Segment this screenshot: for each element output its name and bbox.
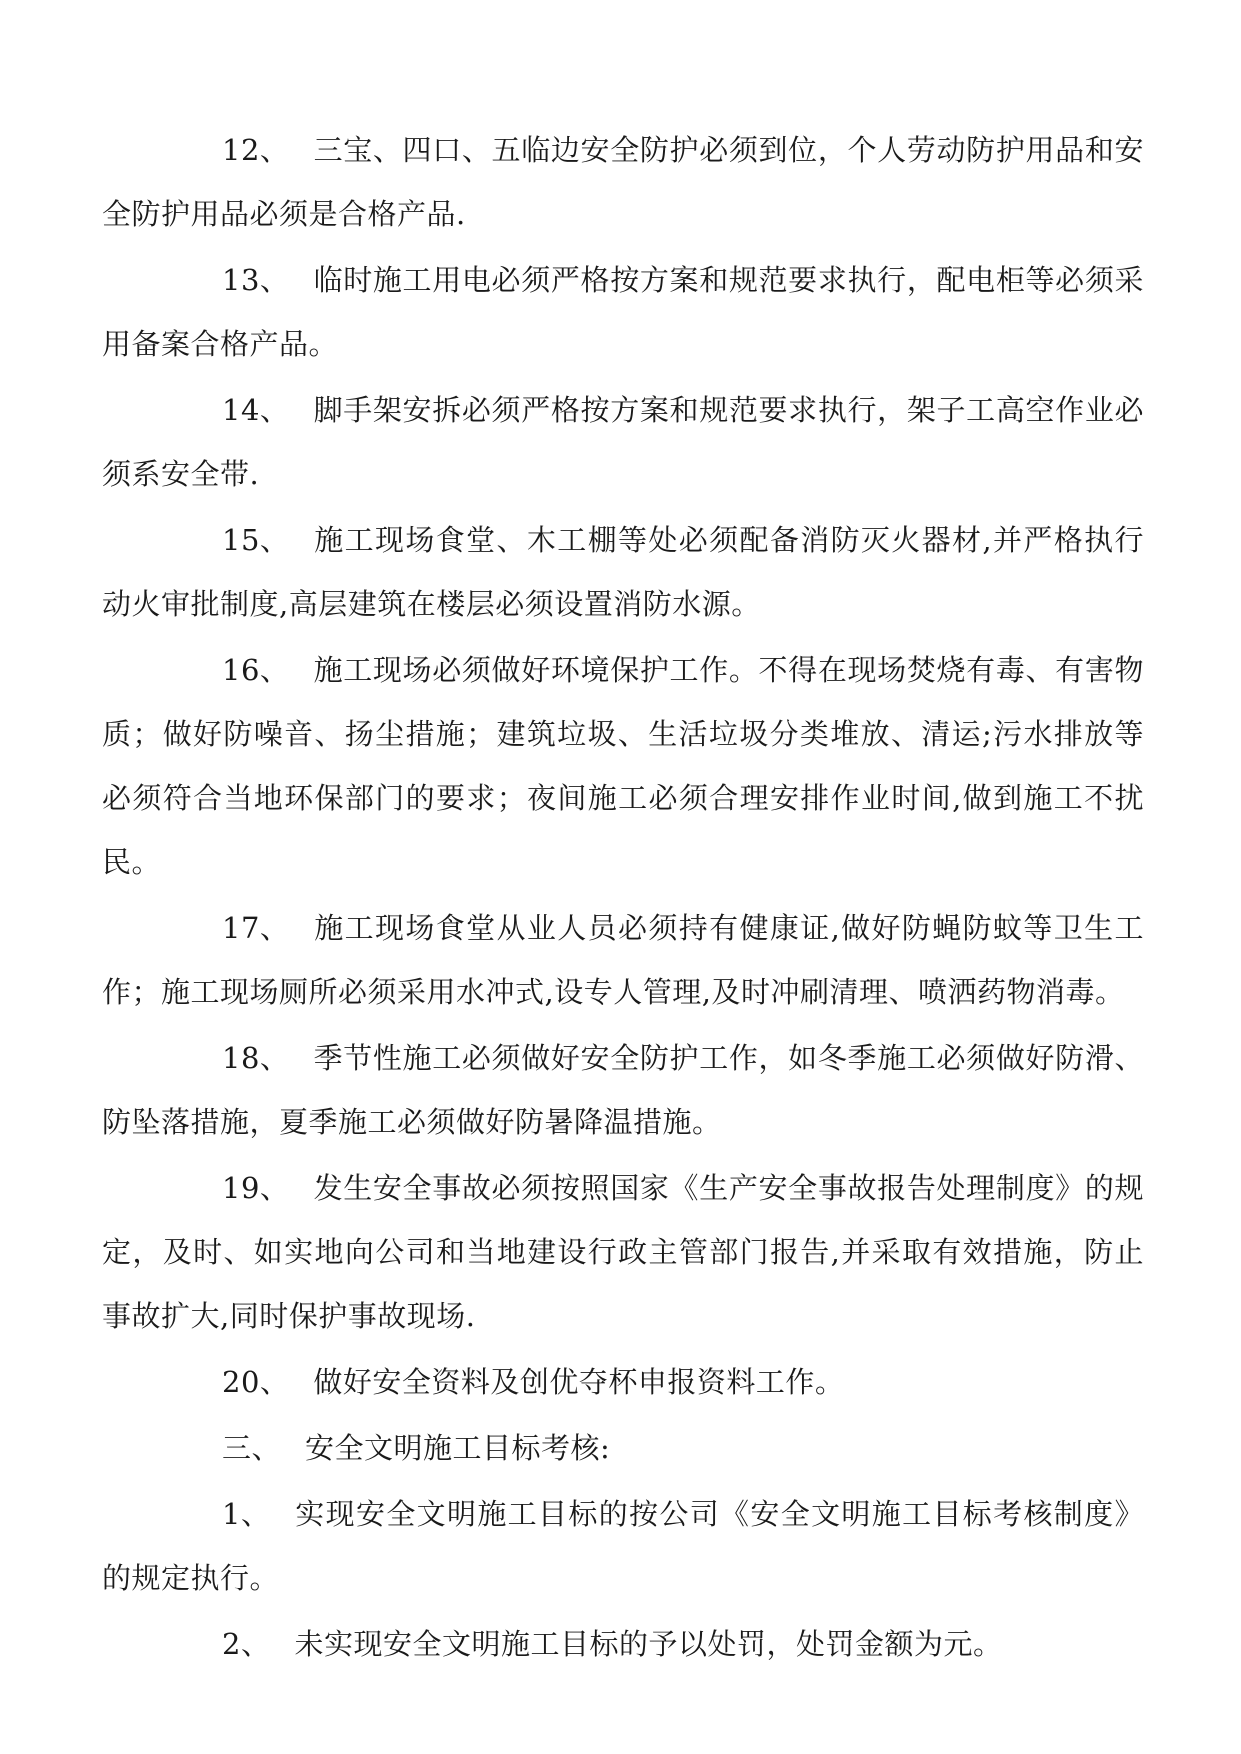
paragraph-text: 做好安全资料及创优夺杯申报资料工作。 xyxy=(313,1365,845,1399)
paragraph-13 xyxy=(102,248,1144,376)
item-number: 1、 xyxy=(222,1497,271,1531)
paragraph-text: 季节性施工必须做好安全防护工作，如冬季施工必须做好防滑、防坠落措施，夏季施工必须做好防暑降温措施。 xyxy=(102,1041,1144,1139)
section-title: 安全文明施工目标考核: xyxy=(305,1431,611,1465)
paragraph-text: 施工现场食堂、木工棚等处必须配备消防灭火器材,并严格执行动火审批制度,高层建筑在楼层必须设置消防水源。 xyxy=(102,523,1144,621)
item-number: 13、 xyxy=(222,263,290,297)
paragraph-17 xyxy=(102,896,1144,1024)
paragraph-12 xyxy=(102,118,1144,246)
item-number: 19、 xyxy=(222,1171,290,1205)
paragraph-18 xyxy=(102,1026,1144,1154)
item-number: 2、 xyxy=(222,1627,271,1661)
item-number: 12、 xyxy=(222,133,290,167)
item-number: 20、 xyxy=(222,1365,290,1399)
section-heading-3 xyxy=(102,1416,1144,1480)
paragraph-text: 施工现场食堂从业人员必须持有健康证,做好防蝇防蚊等卫生工作；施工现场厕所必须采用水冲式,设专人管理,及时冲刷清理、喷洒药物消毒。 xyxy=(102,911,1144,1009)
item-number: 15、 xyxy=(222,523,290,557)
paragraph-text: 实现安全文明施工目标的按公司《安全文明施工目标考核制度》的规定执行。 xyxy=(102,1497,1144,1595)
paragraph-15 xyxy=(102,508,1144,636)
paragraph-19 xyxy=(102,1156,1144,1348)
item-number: 18、 xyxy=(222,1041,290,1075)
paragraph-text: 发生安全事故必须按照国家《生产安全事故报告处理制度》的规定，及时、如实地向公司和当地建设行政主管部门报告,并采取有效措施，防止事故扩大,同时保护事故现场. xyxy=(102,1171,1144,1333)
document-body xyxy=(102,118,1144,1678)
paragraph-text: 三宝、四口、五临边安全防护必须到位，个人劳动防护用品和安全防护用品必须是合格产品. xyxy=(102,133,1144,231)
paragraph-text: 施工现场必须做好环境保护工作。不得在现场焚烧有毒、有害物质；做好防噪音、扬尘措施；建筑垃圾、生活垃圾分类堆放、清运;污水排放等必须符合当地环保部门的要求；夜间施工必须合理安排作业时间,做到施工不扰民。 xyxy=(102,653,1144,879)
paragraph-16 xyxy=(102,638,1144,894)
section-number: 三、 xyxy=(222,1431,282,1465)
item-number: 14、 xyxy=(222,393,290,427)
item-number: 16、 xyxy=(222,653,290,687)
paragraph-sub-2 xyxy=(102,1612,1144,1676)
paragraph-14 xyxy=(102,378,1144,506)
paragraph-text: 临时施工用电必须严格按方案和规范要求执行，配电柜等必须采用备案合格产品。 xyxy=(102,263,1144,361)
paragraph-sub-1 xyxy=(102,1482,1144,1610)
item-number: 17、 xyxy=(222,911,290,945)
paragraph-20 xyxy=(102,1350,1144,1414)
paragraph-text: 脚手架安拆必须严格按方案和规范要求执行，架子工高空作业必须系安全带. xyxy=(102,393,1144,491)
paragraph-text: 未实现安全文明施工目标的予以处罚，处罚金额为元。 xyxy=(294,1627,1003,1661)
